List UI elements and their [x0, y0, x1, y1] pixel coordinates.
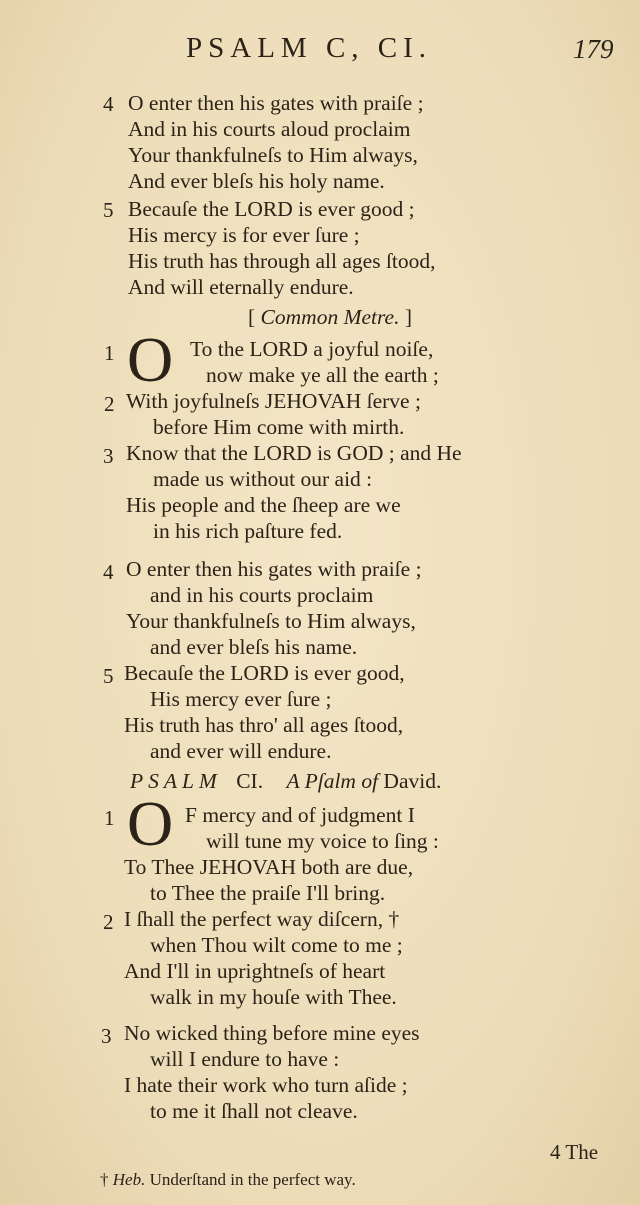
verse-line: walk in my houſe with Thee. — [150, 985, 397, 1009]
verse-line: to Thee the praiſe I'll bring. — [150, 881, 386, 905]
verse-number: 2 — [104, 392, 115, 416]
verse-line: And ever bleſs his holy name. — [128, 169, 385, 193]
drop-cap: O — [127, 324, 174, 395]
verse-line: His people and the ſheep are we — [126, 493, 401, 517]
verse-number: 5 — [103, 198, 114, 222]
verse-number: 3 — [101, 1024, 112, 1048]
verse-line: O enter then his gates with praiſe ; — [126, 557, 422, 581]
verse-number: 4 — [103, 92, 114, 116]
verse-line: Becauſe the LORD is ever good, — [124, 661, 405, 685]
verse-line: before Him come with mirth. — [153, 415, 405, 439]
verse-number: 3 — [103, 444, 114, 468]
verse-line: And I'll in uprightneſs of heart — [124, 959, 386, 983]
verse-line: O enter then his gates with praiſe ; — [128, 91, 424, 115]
verse-line: F mercy and of judgment I — [185, 803, 415, 827]
verse-line: And in his courts aloud proclaim — [128, 117, 411, 141]
verse-line: Know that the LORD is GOD ; and He — [126, 441, 462, 465]
verse-line: Your thankfulneſs to Him always, — [128, 143, 418, 167]
verse-line: will I endure to have : — [150, 1047, 340, 1071]
verse-line: and in his courts proclaim — [150, 583, 374, 607]
verse-line: With joyfulneſs JEHOVAH ſerve ; — [126, 389, 421, 413]
verse-line: now make ye all the earth ; — [206, 363, 439, 387]
page-header — [0, 32, 640, 72]
verse-number: 1 — [104, 806, 115, 830]
verse-line: and ever will endure. — [150, 739, 332, 763]
verse-line: to me it ſhall not cleave. — [150, 1099, 358, 1123]
verse-line: I ſhall the perfect way diſcern, † — [124, 907, 400, 931]
verse-line: And will eternally endure. — [128, 275, 354, 299]
verse-line: when Thou wilt come to me ; — [150, 933, 403, 957]
verse-number: 1 — [104, 341, 115, 365]
verse-line: No wicked thing before mine eyes — [124, 1021, 420, 1045]
page-number: 179 — [573, 34, 614, 64]
verse-line: Your thankfulneſs to Him always, — [126, 609, 416, 633]
verse-line: To Thee JEHOVAH both are due, — [124, 855, 414, 879]
verse-number: 2 — [103, 910, 114, 934]
verse-number: 5 — [103, 664, 114, 688]
verse-line: made us without our aid : — [153, 467, 373, 491]
drop-cap: O — [127, 788, 174, 859]
verse-line: and ever bleſs his name. — [150, 635, 358, 659]
verse-line: To the LORD a joyful noiſe, — [190, 337, 434, 361]
verse-line: will tune my voice to ſing : — [206, 829, 439, 853]
section-heading: [ Common Metre. ] — [248, 305, 413, 329]
running-head: PSALM C, CI. — [186, 32, 433, 64]
verse-line: His mercy is for ever ſure ; — [128, 223, 360, 247]
verse-number: 4 — [103, 560, 114, 584]
verse-line: I hate their work who turn aſide ; — [124, 1073, 408, 1097]
verse-line: His truth has thro' all ages ſtood, — [124, 713, 404, 737]
verse-line: in his rich paſture fed. — [153, 519, 343, 543]
catchword: 4 The — [550, 1140, 599, 1164]
verse-line: Becauſe the LORD is ever good ; — [128, 197, 415, 221]
verse-line: His mercy ever ſure ; — [150, 687, 332, 711]
footnote: † Heb. Underſtand in the perfect way. — [100, 1170, 356, 1189]
psalm-heading: P S A L M CI. A Pſalm of David. — [130, 769, 442, 793]
verse-line: His truth has through all ages ſtood, — [128, 249, 436, 273]
